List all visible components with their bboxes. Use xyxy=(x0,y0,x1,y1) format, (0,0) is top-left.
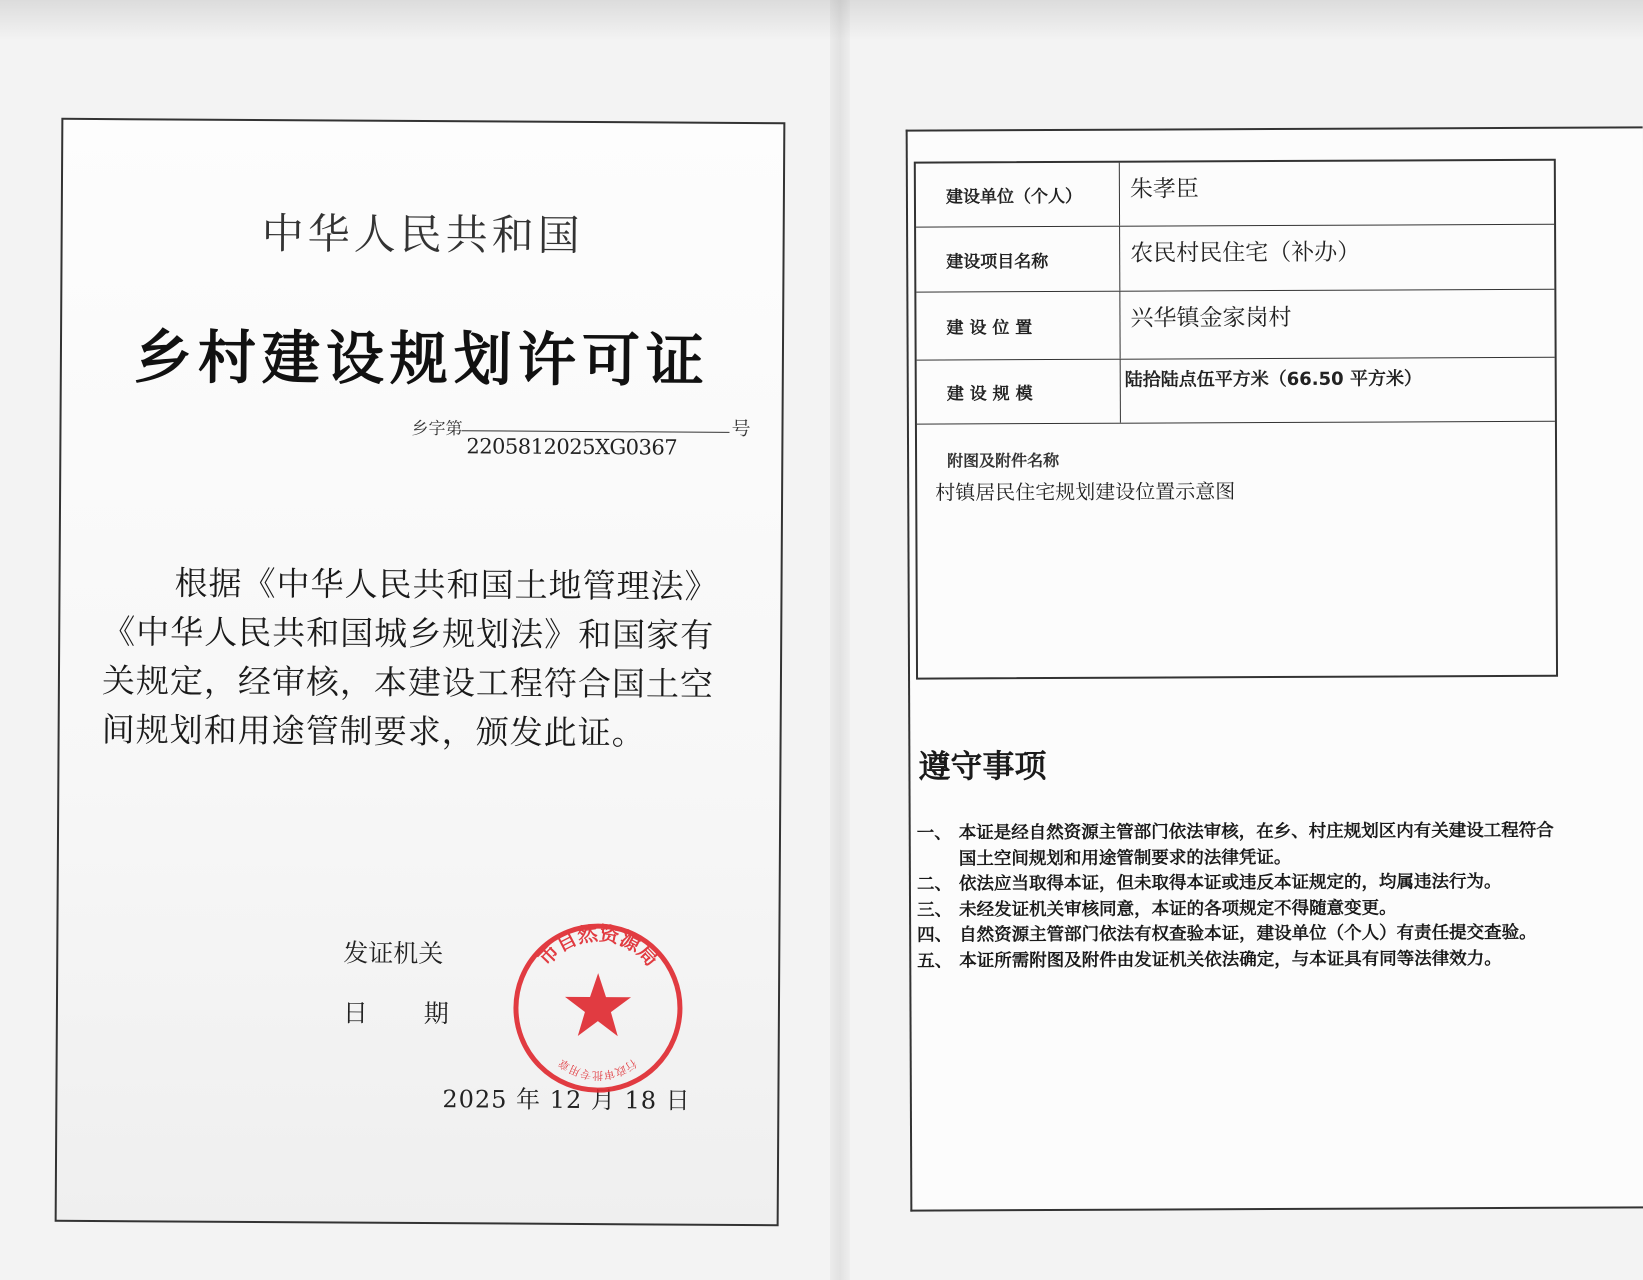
list-item xyxy=(917,870,1557,898)
note-number: 四、 xyxy=(917,925,953,946)
certificate-number-underline xyxy=(461,430,729,433)
note-number: 三、 xyxy=(917,899,953,921)
row-value: 陆拾陆点伍平方米（66.50 平方米） xyxy=(1124,368,1422,391)
table-row xyxy=(917,358,1555,425)
note-text: 本证所需附图及附件由发证机关依法确定，与本证具有同等法律效力。 xyxy=(959,948,1502,971)
seal-subtext: 行政审批专用章 xyxy=(556,1056,639,1082)
table-row xyxy=(916,161,1554,228)
note-number: 二、 xyxy=(916,874,952,895)
spread-fold xyxy=(830,0,850,1280)
row-value: 农民村民住宅（补办） xyxy=(1130,239,1361,267)
list-item xyxy=(917,895,1557,923)
notes-title: 遵守事项 xyxy=(918,747,1047,786)
row-value: 兴华镇金家岗村 xyxy=(1130,304,1292,332)
row-label: 建 设 规 模 xyxy=(917,360,1121,424)
row-value: 朱孝臣 xyxy=(1129,176,1199,203)
note-text: 自然资源主管部门依法有权查验本证，建设单位（个人）有责任提交查验。 xyxy=(959,922,1537,946)
country-heading: 中华人民共和国 xyxy=(261,209,584,260)
certificate-number-suffix: 号 xyxy=(731,417,751,441)
row-label: 建 设 位 置 xyxy=(916,292,1120,360)
certificate-front-page xyxy=(55,118,786,1226)
note-text: 依法应当取得本证，但未取得本证或违反本证规定的，均属违法行为。 xyxy=(958,872,1502,895)
photo-top-edge xyxy=(0,0,1643,40)
attachment-value: 村镇居民住宅规划建设位置示意图 xyxy=(935,479,1236,505)
list-item xyxy=(917,819,1557,873)
table-row xyxy=(916,225,1554,293)
list-item xyxy=(917,946,1557,974)
certificate-details-page xyxy=(906,126,1643,1211)
issue-date: 2025 年 12 月 18 日 xyxy=(442,1085,691,1115)
list-item xyxy=(917,921,1557,949)
note-text: 本证是经自然资源主管部门依法审核，在乡、村庄规划区内有关建设工程符合国土空间规划和用途管制要求的法律凭证。 xyxy=(958,820,1554,869)
issuer-label: 发证机关 xyxy=(343,938,444,969)
certificate-number: 2205812025XG0367 xyxy=(466,434,678,460)
date-label-char-1: 日 xyxy=(342,998,369,1028)
notes-list xyxy=(917,819,1558,975)
certificate-body-text: 根据《中华人民共和国土地管理法》《中华人民共和国城乡规划法》和国家有关规定，经审核，本建设工程符合国土空间规划和用途管制要求，颁发此证。 xyxy=(101,563,719,753)
date-label xyxy=(343,994,449,1031)
row-label: 建设单位（个人） xyxy=(916,163,1120,227)
date-label-char-2: 期 xyxy=(423,999,449,1029)
note-number: 五、 xyxy=(917,950,953,972)
project-info-table xyxy=(914,159,1558,680)
seal-star-icon xyxy=(565,973,631,1036)
note-text: 未经发证机关审核同意，本证的各项规定不得随意变更。 xyxy=(959,897,1397,920)
official-seal xyxy=(507,918,688,1099)
table-row xyxy=(916,290,1554,361)
certificate-number-prefix: 乡字第 xyxy=(411,418,463,440)
attachment-label: 附图及附件名称 xyxy=(947,450,1060,471)
note-number: 一、 xyxy=(916,823,952,844)
svg-text:行政审批专用章 xyxy=(556,1056,639,1083)
seal-text: 市自然资源局 xyxy=(532,920,664,971)
certificate-title: 乡村建设规划许可证 xyxy=(133,323,711,395)
row-label: 建设项目名称 xyxy=(916,227,1120,292)
